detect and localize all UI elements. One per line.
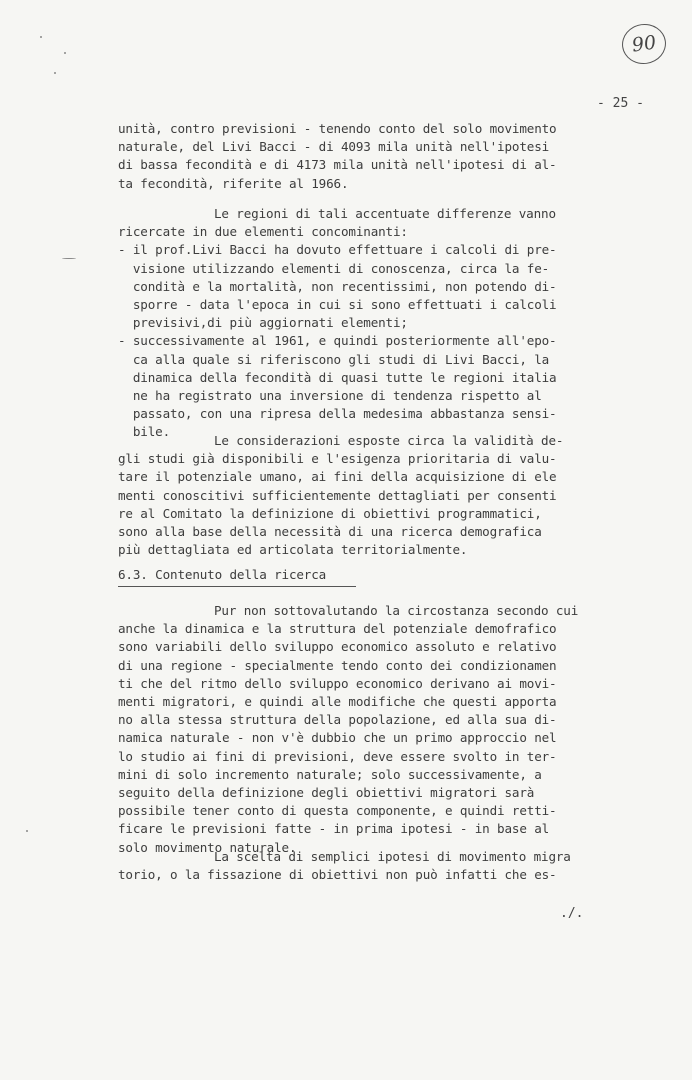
text-line: ti che del ritmo dello sviluppo economico derivano ai movi- — [118, 675, 557, 691]
text-line: menti migratori, e quindi alle modifiche che questi apporta — [118, 694, 557, 710]
text-line: menti conoscitivi sufficientemente dettagliati per consenti — [118, 487, 557, 503]
scan-speck — [26, 830, 28, 832]
text-line: torio, o la fissazione di obiettivi non può infatti che es- — [118, 867, 557, 883]
continuation-mark: ./. — [560, 906, 584, 921]
text-line: di bassa fecondità e di 4173 mila unità nell'ipotesi di al- — [118, 157, 557, 173]
text-line: Le considerazioni esposte circa la validità de- — [214, 433, 564, 448]
text-line: seguito della definizione degli obiettivi migratori sarà — [118, 785, 535, 801]
text-line: sono alla base della necessità di una ricerca demografica — [118, 524, 542, 540]
text-line: tare il potenziale umano, ai fini della acquisizione di ele — [118, 469, 557, 485]
paragraph-3 — [118, 432, 628, 559]
paragraph-1 — [118, 120, 628, 193]
text-line: sporre - data l'epoca in cui si sono effettuati i calcoli — [118, 297, 557, 313]
list-item-2: - successivamente al 1961, e quindi posteriormente all'epo- — [118, 333, 557, 349]
paragraph-5 — [118, 848, 628, 884]
paragraph-4 — [118, 602, 628, 857]
heading-underline — [118, 586, 356, 587]
text-line: lo studio ai fini di previsioni, deve essere svolto in ter- — [118, 748, 557, 764]
text-line: Le regioni di tali accentuate differenze vanno — [214, 206, 556, 221]
handwritten-page-stamp: 90 — [619, 21, 668, 67]
text-line: di una regione - specialmente tendo conto dei condizionamen — [118, 657, 557, 673]
text-line: naturale, del Livi Bacci - di 4093 mila unità nell'ipotesi — [118, 139, 550, 155]
text-line: ta fecondità, riferite al 1966. — [118, 175, 349, 191]
section-heading: 6.3. Contenuto della ricerca — [118, 567, 327, 582]
text-line: ficare le previsioni fatte - in prima ipotesi - in base al — [118, 821, 550, 837]
scan-speck — [54, 72, 56, 74]
text-line: mini di solo incremento naturale; solo successivamente, a — [118, 766, 542, 782]
text-line: gli studi già disponibili e l'esigenza prioritaria di valu- — [118, 451, 557, 467]
text-line: possibile tener conto di questa componente, e quindi retti- — [118, 803, 557, 819]
paragraph-2 — [118, 205, 628, 442]
text-line: passato, con una ripresa della medesima abbastanza sensi- — [118, 406, 557, 422]
text-line: più dettagliata ed articolata territorialmente. — [118, 542, 468, 558]
text-line: Pur non sottovalutando la circostanza secondo cui — [214, 603, 579, 618]
scan-speck — [64, 52, 66, 54]
text-line: ricercate in due elementi concominanti: — [118, 224, 408, 240]
text-line: bile. — [118, 424, 171, 440]
text-line: sono variabili dello sviluppo economico assoluto e relativo — [118, 639, 557, 655]
text-line: dinamica della fecondità di quasi tutte le regioni italia — [118, 369, 557, 385]
list-item-1: - il prof.Livi Bacci ha dovuto effettuare i calcoli di pre- — [118, 242, 557, 258]
text-line: solo movimento naturale. — [118, 839, 297, 855]
text-line: visione utilizzando elementi di conoscenza, circa la fe- — [118, 260, 550, 276]
text-line: ca alla quale si riferiscono gli studi di Livi Bacci, la — [118, 351, 550, 367]
text-line: re al Comitato la definizione di obiettivi programmatici, — [118, 505, 542, 521]
text-line: no alla stessa struttura della popolazione, ed alla sua di- — [118, 712, 557, 728]
scan-speck — [62, 258, 76, 259]
text-line: ne ha registrato una inversione di tendenza rispetto al — [118, 388, 542, 404]
page-number: - 25 - — [597, 96, 644, 111]
text-line: La scelta di semplici ipotesi di movimento migra — [214, 849, 571, 864]
scan-speck — [40, 36, 42, 38]
text-line: unità, contro previsioni - tenendo conto del solo movimento — [118, 121, 557, 136]
text-line: condità e la mortalità, non recentissimi, non potendo di- — [118, 278, 557, 294]
text-line: previsivi,di più aggiornati elementi; — [118, 315, 408, 331]
text-line: namica naturale - non v'è dubbio che un primo approccio nel — [118, 730, 557, 746]
text-line: anche la dinamica e la struttura del potenziale demofrafico — [118, 621, 557, 637]
